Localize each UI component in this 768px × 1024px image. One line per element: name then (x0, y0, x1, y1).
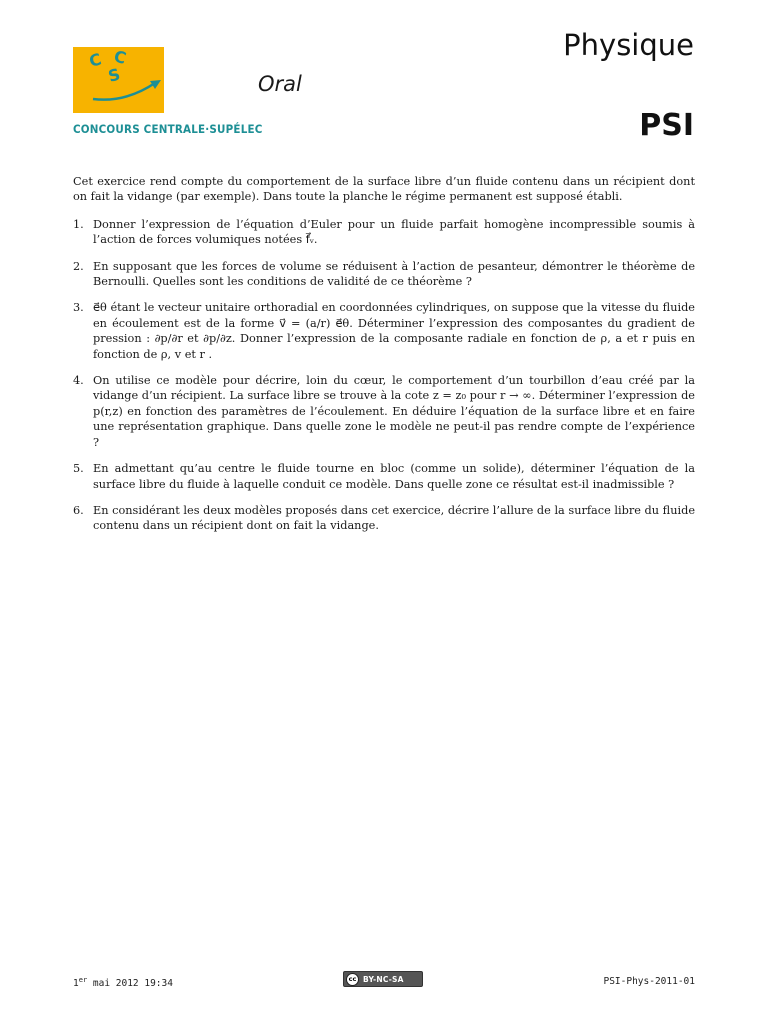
track-label: PSI (639, 108, 694, 143)
page-footer (73, 976, 695, 990)
question-number: 6. (73, 503, 84, 517)
logo-letter-s: S (106, 64, 123, 86)
date-ordinal: er (78, 976, 88, 984)
date-rest: mai 2012 19:34 (87, 978, 173, 990)
question-5 (73, 461, 695, 492)
exam-type: Oral (258, 72, 302, 96)
question-2 (73, 259, 695, 290)
logo-swoosh (93, 83, 155, 100)
ccs-logo-mark (73, 47, 164, 113)
question-text: En admettant qu’au centre le fluide tourne en bloc (comme un solide), déterminer l’équation de la surface libre du fluide à laquelle conduit ce modèle. Dans quelle zone ce résultat est-il inadmissible ? (93, 462, 695, 491)
intro-paragraph: Cet exercice rend compte du comportement de la surface libre d’un fluide contenu dans un récipient dont on fait la vidange (par exemple). Dans toute la planche le régime permanent est supposé établi. (73, 175, 695, 204)
date-day: 1 (73, 978, 79, 990)
logo-letter-c1: C (87, 49, 104, 71)
question-number: 2. (73, 259, 84, 273)
question-number: 3. (73, 301, 84, 315)
question-6 (73, 503, 695, 534)
question-number: 5. (73, 462, 84, 476)
license-badge (343, 971, 423, 987)
question-text: En supposant que les forces de volume se réduisent à l’action de pesanteur, démontrer le théorème de Bernoulli. Quelles sont les conditions de validité de ce théorème ? (93, 259, 695, 289)
question-1 (73, 217, 695, 248)
exercise-body (73, 174, 695, 545)
question-text: En considérant les deux modèles proposés dans cet exercice, décrire l’allure de la surface libre du fluide contenu dans un récipient dont on fait la vidange. (93, 503, 695, 533)
footer-date (73, 976, 173, 989)
question-text: Donner l’expression de l’équation d’Euler pour un fluide parfait homogène incompressible soumis à l’action de forces volumiques notées f⃗ᵥ. (93, 217, 695, 247)
logo-letter-c2: C (111, 47, 129, 68)
document-reference: PSI-Phys-2011-01 (603, 976, 695, 987)
cc-icon: cc (346, 973, 359, 986)
question-text: On utilise ce modèle pour décrire, loin du cœur, le comportement d’un tourbillon d’eau créé par la vidange d’un récipient. La surface libre se trouve à la cote z = z₀ pour r → ∞. Déterminer l’expression de p(r,z) en fonction des paramètres de l’écoulement. En déduire l’équation de la surface libre et en faire une représentation graphique. Dans quelle zone le modèle ne peut-il pas rendre compte de l’expérience ? (93, 374, 695, 449)
question-number: 1. (73, 217, 84, 231)
ccs-logo (73, 47, 164, 113)
license-label: BY-NC-SA (363, 974, 404, 984)
question-3 (73, 300, 695, 362)
subject-title: Physique (563, 28, 694, 62)
question-text: e⃗θ étant le vecteur unitaire orthoradial en coordonnées cylindriques, on suppose que la vitesse du fluide en écoulement est de la forme v⃗ = (a/r) e⃗θ. Déterminer l’expression des composantes du gradient de pression : ∂p/∂r et ∂p/∂z. Donner l’expression de la composante radiale en fonction de ρ, a et r puis en fonction de ρ, v et r . (93, 301, 695, 361)
question-number: 4. (73, 374, 84, 388)
question-4 (73, 373, 695, 450)
logo-caption: CONCOURS CENTRALE·SUPÉLEC (73, 122, 263, 136)
